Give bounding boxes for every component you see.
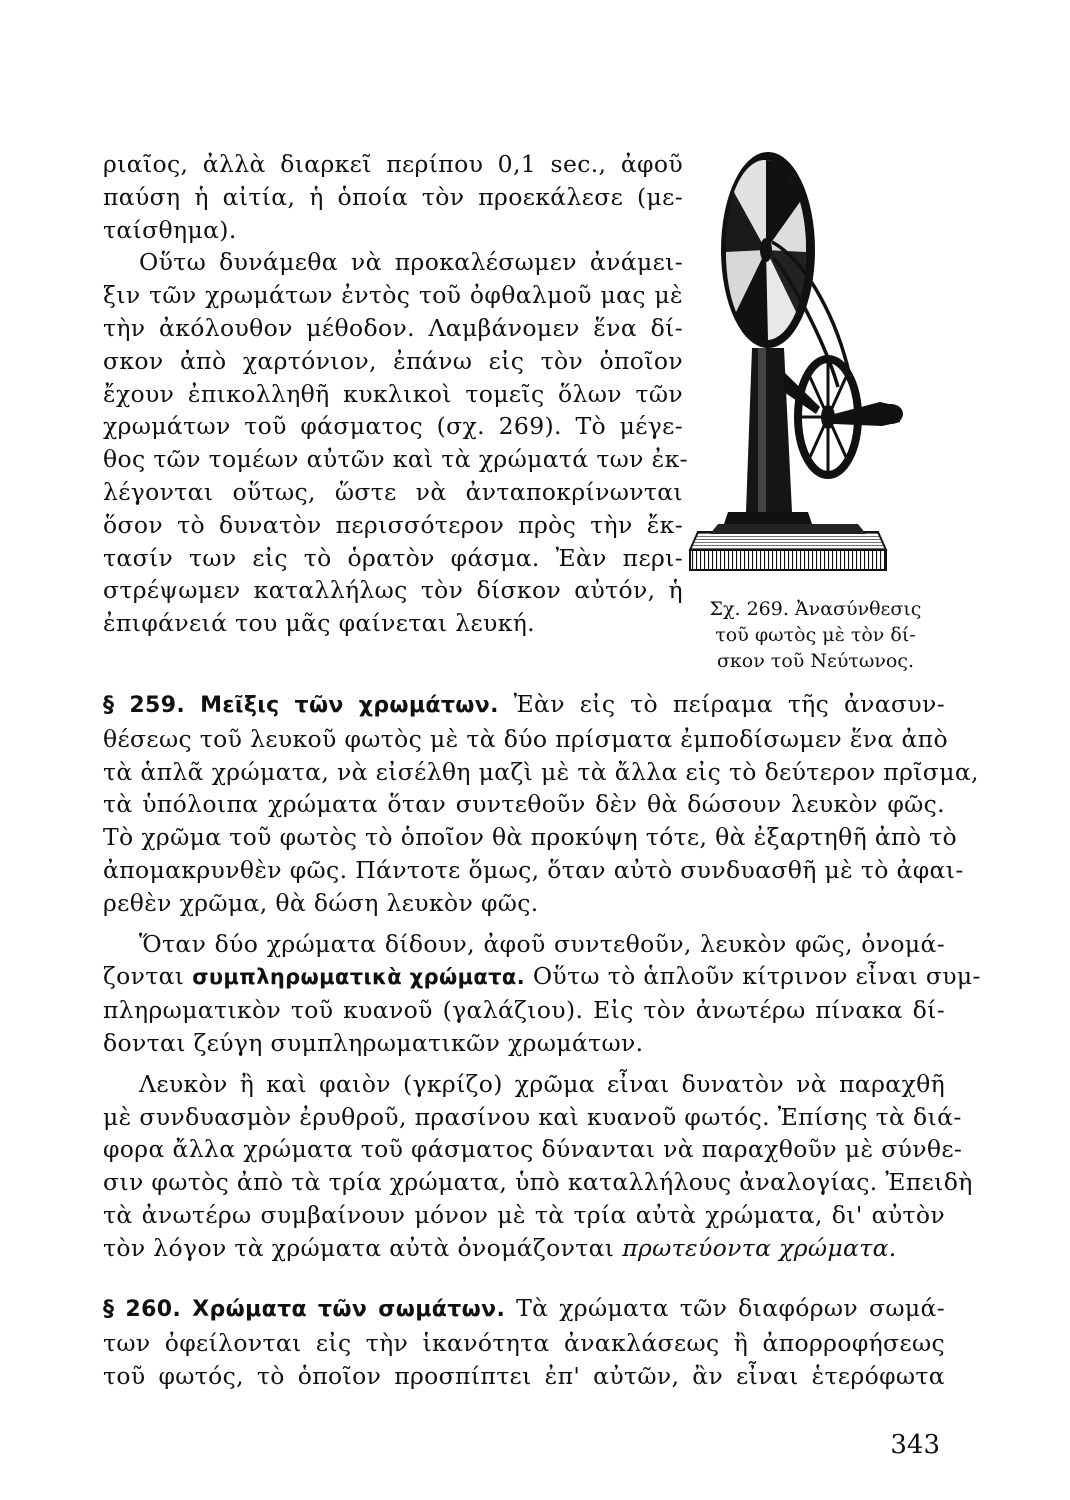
text-line: τοῦ φωτός, τὸ ὁποῖον προσπίπτει ἐπ' αὐτῶν, ἂν εἶναι ἑτερόφωτα [103,1361,945,1390]
text-line: φορα ἄλλα χρώματα τοῦ φάσματος δύνανται νὰ παραχθοῦν μὲ σύνθε- [103,1135,963,1164]
text-line: δονται ζεύγη συμπληρωματικῶν χρωμάτων. [103,1028,644,1057]
text-line: τασίν των εἰς τὸ ὁρατὸν φάσμα. Ἐὰν περι- [103,543,683,572]
text-line: λέγονται οὕτως, ὥστε νὰ ἀνταποκρίνωνται [103,477,683,506]
text-line: ταίσθημα). [103,215,237,244]
column-text [103,148,688,640]
text-line: μὲ συνδυασμὸν ἐρυθροῦ, πρασίνου καὶ κυανοῦ φωτός. Ἐπίσης τὰ διά- [103,1102,962,1131]
text-line: παύση ἡ αἰτία, ἡ ὁποία τὸν προεκάλεσε (με- [103,182,683,211]
section-259-heading: § 259. Μεῖξις τῶν χρωμάτων. [103,693,499,718]
text-line: Οὕτω δυνάμεθα νὰ προκαλέσωμεν ἀνάμει- [139,248,683,277]
text-line: χρωμάτων τοῦ φάσματος (σχ. 269). Τὸ μέγε- [103,412,683,441]
newton-disc-illustration [688,152,938,592]
section-259-first-line [103,688,945,723]
text-line: σιν φωτὸς ἀπὸ τὰ τρία χρώματα, ὑπὸ καταλλήλους ἀναλογίας. Ἐπειδὴ [103,1168,973,1197]
text-line: στρέψωμεν καταλλήλως τὸν δίσκον αὐτόν, ἡ [103,576,683,605]
text-line: τὰ ἁπλᾶ χρώματα, νὰ εἰσέλθη μαζὶ μὲ τὰ ἄλλα εἰς τὸ δεύτερον πρῖσμα, [103,757,979,786]
text-span: Τὰ χρώματα τῶν διαφόρων σωμά- [516,1294,945,1322]
figure-caption [688,596,943,674]
page-number: 343 [890,1430,940,1460]
section-259 [103,688,981,1265]
section-260 [103,1292,945,1392]
text-line: θος τῶν τομέων αὐτῶν καὶ τὰ χρώματά των ἐκ- [103,445,688,474]
primary-colors-term: πρωτεύοντα χρώματα. [622,1233,897,1262]
section-260-heading: § 260. Χρώματα τῶν σωμάτων. [103,1297,506,1322]
caption-line: σκον τοῦ Νεύτωνος. [716,650,915,672]
text-line: θέσεως τοῦ λευκοῦ φωτὸς μὲ τὰ δύο πρίσματα ἐμποδίσωμεν ἕνα ἀπὸ [103,724,948,753]
text-line: ἀπομακρυνθὲν φῶς. Πάντοτε ὅμως, ὅταν αὐτὸ συνδυασθῆ μὲ τὸ ἀφαι- [103,855,964,884]
text-line: πληρωματικὸν τοῦ κυανοῦ (γαλάζιου). Εἰς τὸν ἀνωτέρω πίνακα δί- [103,996,945,1025]
text-line: τὴν ἀκόλουθον μέθοδον. Λαμβάνομεν ἕνα δί- [103,313,683,342]
section-260-first-line [103,1292,945,1327]
text-line: Ὅταν δύο χρώματα δίδουν, ἀφοῦ συντεθοῦν, λευκὸν φῶς, ὀνομά- [139,929,945,958]
text-line: ἔχουν ἐπικολληθῆ κυκλικοὶ τομεῖς ὅλων τῶν [103,379,683,408]
text-line-with-term [103,1232,945,1265]
text-line: σκον ἀπὸ χαρτόνιον, ἐπάνω εἰς τὸν ὁποῖον [103,346,683,375]
caption-line: τοῦ φωτὸς μὲ τὸν δί- [715,624,916,646]
text-span: Οὕτω τὸ ἁπλοῦν κίτρινον εἶναι συμ- [525,962,981,991]
text-line: τὰ ἀνωτέρω συμβαίνουν μόνον μὲ τὰ τρία αὐτὰ χρώματα, δι' αὐτὸν [103,1200,945,1229]
text-span: τὸν λόγον τὰ χρώματα αὐτὰ ὀνομάζονται [103,1233,623,1262]
text-span: Ἐὰν εἰς τὸ πείραμα τῆς ἀνασυν- [513,690,945,718]
text-line: ριαῖος, ἀλλὰ διαρκεῖ περίπου 0,1 sec., ἀφοῦ [103,150,683,178]
text-line-with-term [103,960,981,994]
text-line: Τὸ χρῶμα τοῦ φωτὸς τὸ ὁποῖον θὰ προκύψη τότε, θὰ ἐξαρτηθῆ ἀπὸ τὸ [103,823,957,852]
text-span: ζονται [103,962,193,991]
text-line: Λευκὸν ἢ καὶ φαιὸν (γκρίζο) χρῶμα εἶναι δυνατὸν νὰ παραχθῆ [139,1069,945,1098]
text-line: τὰ ὑπόλοιπα χρώματα ὅταν συντεθοῦν δὲν θὰ δώσουν λευκὸν φῶς. [103,790,945,819]
text-line: των ὀφείλονται εἰς τὴν ἱκανότητα ἀνακλάσεως ἢ ἀπορροφήσεως [103,1328,945,1357]
crank-wheel [798,359,903,475]
disc [721,152,815,348]
text-line: ὅσον τὸ δυνατὸν περισσότερον πρὸς τὴν ἔκ- [103,510,683,539]
newton-disc-figure [688,152,938,592]
caption-line: Σχ. 269. Ἀνασύνθεσις [709,598,922,620]
base [690,524,886,570]
text-line: ρεθὲν χρῶμα, θὰ δώση λευκὸν φῶς. [103,888,539,917]
text-line: ξιν τῶν χρωμάτων ἐντὸς τοῦ ὀφθαλμοῦ μας μὲ [103,281,683,310]
text-line: ἐπιφάνειά του μᾶς φαίνεται λευκή. [103,609,535,638]
complementary-colors-term: συμπληρωματικὰ χρώματα. [192,965,525,990]
